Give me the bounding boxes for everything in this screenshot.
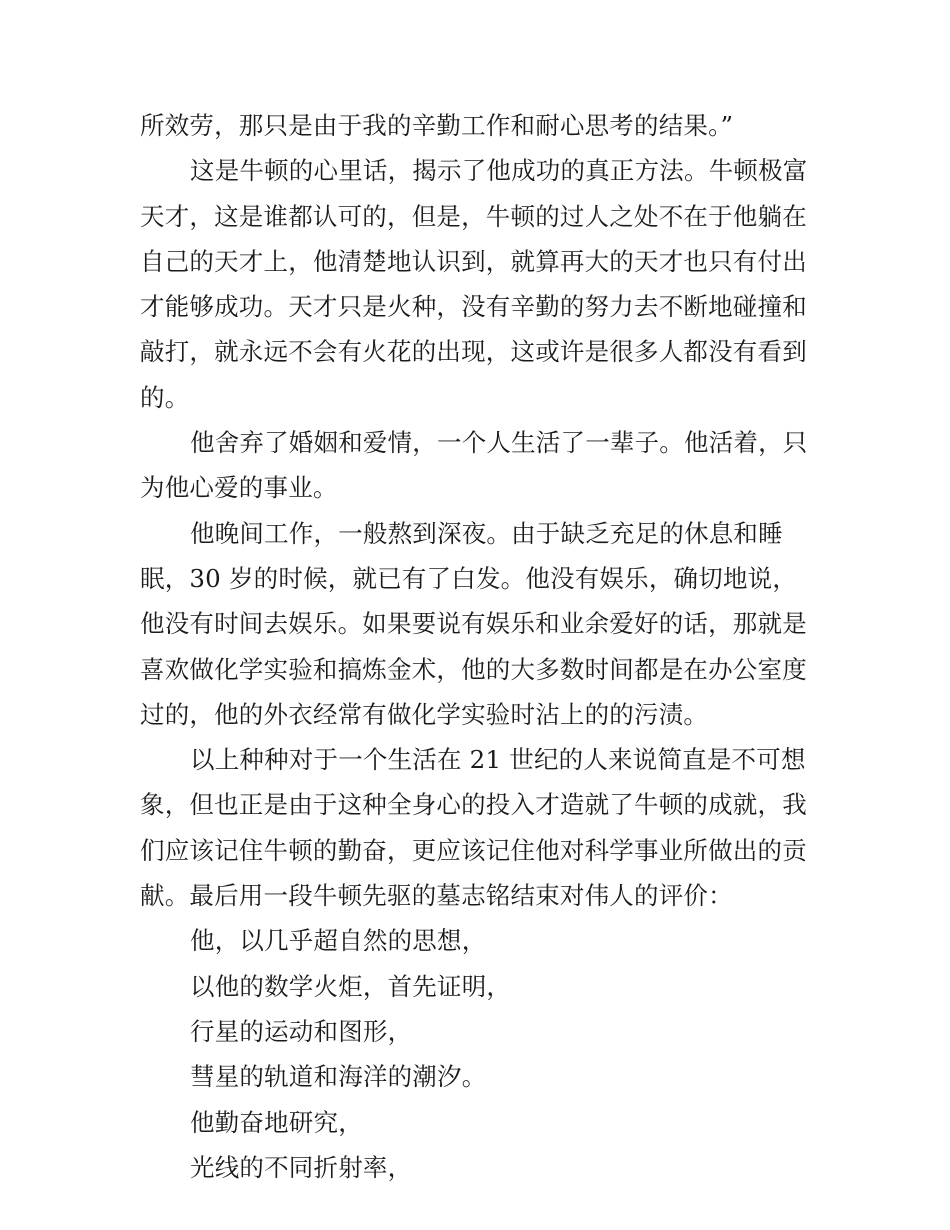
poem-line: 以他的数学火炬，首先证明， — [190, 971, 512, 1001]
text-line: 的。 — [140, 382, 190, 412]
text-line: 敲打，就永远不会有火花的出现，这或许是很多人都没有看到 — [140, 337, 807, 367]
text-line: 他舍弃了婚姻和爱情，一个人生活了一辈子。他活着，只 — [190, 428, 808, 458]
text-line: 他晚间工作，一般熬到深夜。由于缺乏充足的休息和睡 — [190, 518, 783, 548]
text-line: 他没有时间去娱乐。如果要说有娱乐和业余爱好的话，那就是 — [140, 609, 807, 639]
text-line: 们应该记住牛顿的勤奋，更应该记住他对科学事业所做出的贡 — [140, 835, 807, 865]
text-line: 喜欢做化学实验和搞炼金术，他的大多数时间都是在办公室度 — [140, 654, 807, 684]
text-line: 眠，30 岁的时候，就已有了白发。他没有娱乐，确切地说， — [140, 563, 798, 593]
poem-line: 光线的不同折射率， — [190, 1152, 413, 1182]
poem-line: 他勤奋地研究， — [190, 1107, 363, 1137]
text-line: 自己的天才上，他清楚地认识到，就算再大的天才也只有付出 — [140, 246, 807, 276]
poem-line: 他，以几乎超自然的思想， — [190, 926, 487, 956]
text-line: 为他心爱的事业。 — [140, 473, 338, 503]
text-line: 才能够成功。天才只是火种，没有辛勤的努力去不断地碰撞和 — [140, 292, 807, 322]
text-line: 这是牛顿的心里话，揭示了他成功的真正方法。牛顿极富 — [190, 156, 808, 186]
poem-line: 行星的运动和图形， — [190, 1016, 413, 1046]
text-line: 献。最后用一段牛顿先驱的墓志铭结束对伟人的评价： — [140, 881, 733, 911]
poem-line: 彗星的轨道和海洋的潮汐。 — [190, 1062, 487, 1092]
text-line: 天才，这是谁都认可的，但是，牛顿的过人之处不在于他躺在 — [140, 201, 807, 231]
text-line: 所效劳，那只是由于我的辛勤工作和耐心思考的结果。” — [140, 111, 734, 140]
text-line: 象，但也正是由于这种全身心的投入才造就了牛顿的成就，我 — [140, 790, 807, 820]
text-line: 过的，他的外衣经常有做化学实验时沾上的的污渍。 — [140, 699, 709, 729]
text-line: 以上种种对于一个生活在 21 世纪的人来说简直是不可想 — [190, 745, 806, 775]
body-text — [140, 103, 820, 1190]
